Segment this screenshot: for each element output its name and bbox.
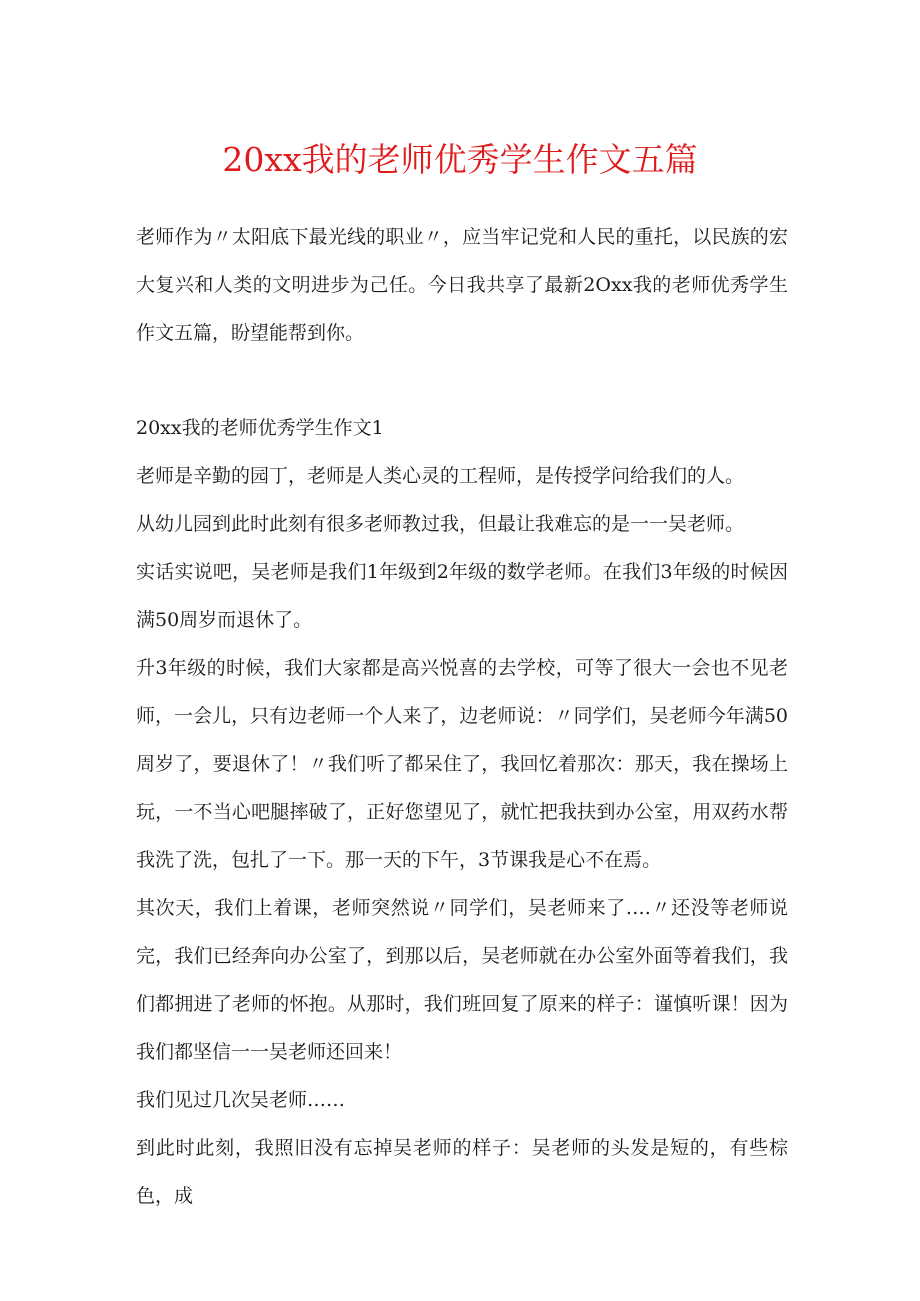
essay-body xyxy=(136,452,788,1220)
essay-paragraph: 升3年级的时候，我们大家都是高兴悦喜的去学校，可等了很大一会也不见老师，一会儿，只有边老师一个人来了，边老师说：〃同学们，吴老师今年满50周岁了，要退休了！〃我们听了都呆住了，我回忆着那次：那天，我在操场上玩，一不当心吧腿摔破了，正好您望见了，就忙把我扶到办公室，用双药水帮我洗了洗，包扎了一下。那一天的下午，3节课我是心不在焉。 xyxy=(136,657,788,871)
document-title: 20xx我的老师优秀学生作文五篇 xyxy=(222,140,698,179)
essay-paragraph: 实话实说吧，吴老师是我们1年级到2年级的数学老师。在我们3年级的时候因满50周岁而退休了。 xyxy=(136,561,788,631)
essay-paragraph: 到此时此刻，我照旧没有忘掉吴老师的样子：吴老师的头发是短的，有些棕色，成 xyxy=(136,1137,788,1207)
essay-paragraph: 从幼儿园到此时此刻有很多老师教过我，但最让我难忘的是一一吴老师。 xyxy=(136,513,745,535)
essay-paragraph: 老师是辛勤的园丁，老师是人类心灵的工程师，是传授学问给我们的人。 xyxy=(136,465,745,487)
essay-paragraph: 其次天，我们上着课，老师突然说〃同学们，吴老师来了….〃还没等老师说完，我们已经奔向办公室了，到那以后，吴老师就在办公室外面等着我们，我们都拥进了老师的怀抱。从那时，我们班回复了原来的样子：谨慎听课！因为我们都坚信一一吴老师还回来！ xyxy=(136,897,788,1063)
intro-paragraph: 老师作为〃太阳底下最光线的职业〃，应当牢记党和人民的重托，以民族的宏大复兴和人类的文明进步为己任。今日我共享了最新2Oxx我的老师优秀学生作文五篇，盼望能帮到你。 xyxy=(136,226,788,344)
essay-paragraph: 我们见过几次吴老师…… xyxy=(136,1089,346,1111)
section-heading: 20xx我的老师优秀学生作文1 xyxy=(136,417,384,439)
